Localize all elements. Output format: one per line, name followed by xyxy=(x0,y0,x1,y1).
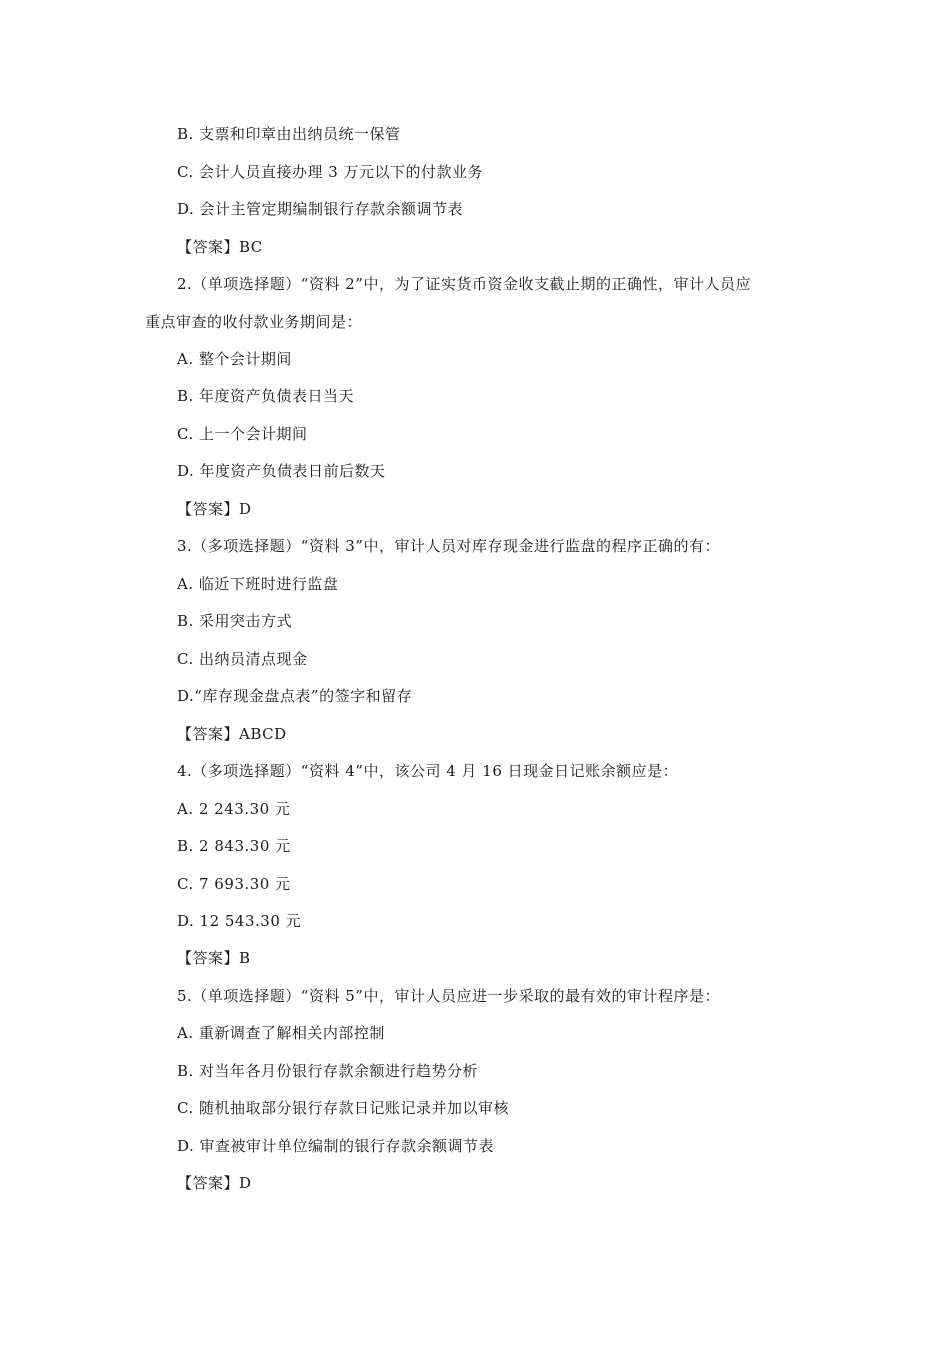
option-line: D. 12 543.30 元 xyxy=(177,912,302,930)
option-line: C. 会计人员直接办理 3 万元以下的付款业务 xyxy=(177,163,484,181)
question-stem-continued: 重点审查的收付款业务期间是： xyxy=(145,313,363,331)
answer-line: 【答案】D xyxy=(177,500,252,518)
answer-line: 【答案】ABCD xyxy=(177,725,287,743)
option-line: B. 采用突击方式 xyxy=(177,612,293,630)
option-line: B. 2 843.30 元 xyxy=(177,837,291,855)
option-line: C. 出纳员清点现金 xyxy=(177,650,308,668)
option-line: B. 支票和印章由出纳员统一保管 xyxy=(177,125,401,143)
answer-line: 【答案】D xyxy=(177,1174,252,1192)
option-line: B. 对当年各月份银行存款余额进行趋势分析 xyxy=(177,1062,479,1080)
answer-line: 【答案】B xyxy=(177,949,251,967)
option-line: A. 临近下班时进行监盘 xyxy=(177,575,339,593)
option-line: C. 7 693.30 元 xyxy=(177,875,291,893)
option-line: A. 2 243.30 元 xyxy=(177,800,291,818)
question-stem: 3.（多项选择题）“资料 3”中，审计人员对库存现金进行监盘的程序正确的有： xyxy=(177,537,720,555)
option-line: C. 随机抽取部分银行存款日记账记录并加以审核 xyxy=(177,1099,509,1117)
option-line: D. 会计主管定期编制银行存款余额调节表 xyxy=(177,200,464,218)
option-line: C. 上一个会计期间 xyxy=(177,425,308,443)
question-stem: 4.（多项选择题）“资料 4”中，该公司 4 月 16 日现金日记账余额应是： xyxy=(177,762,679,780)
option-line: D. 年度资产负债表日前后数天 xyxy=(177,462,386,480)
option-line: D.“库存现金盘点表”的签字和留存 xyxy=(177,687,413,705)
answer-line: 【答案】BC xyxy=(177,238,263,256)
option-line: A. 重新调查了解相关内部控制 xyxy=(177,1024,385,1042)
option-line: B. 年度资产负债表日当天 xyxy=(177,387,355,405)
question-stem: 2.（单项选择题）“资料 2”中，为了证实货币资金收支截止期的正确性，审计人员应 xyxy=(177,275,751,293)
option-line: A. 整个会计期间 xyxy=(177,350,292,368)
option-line: D. 审查被审计单位编制的银行存款余额调节表 xyxy=(177,1137,495,1155)
question-stem: 5.（单项选择题）“资料 5”中，审计人员应进一步采取的最有效的审计程序是： xyxy=(177,987,720,1005)
